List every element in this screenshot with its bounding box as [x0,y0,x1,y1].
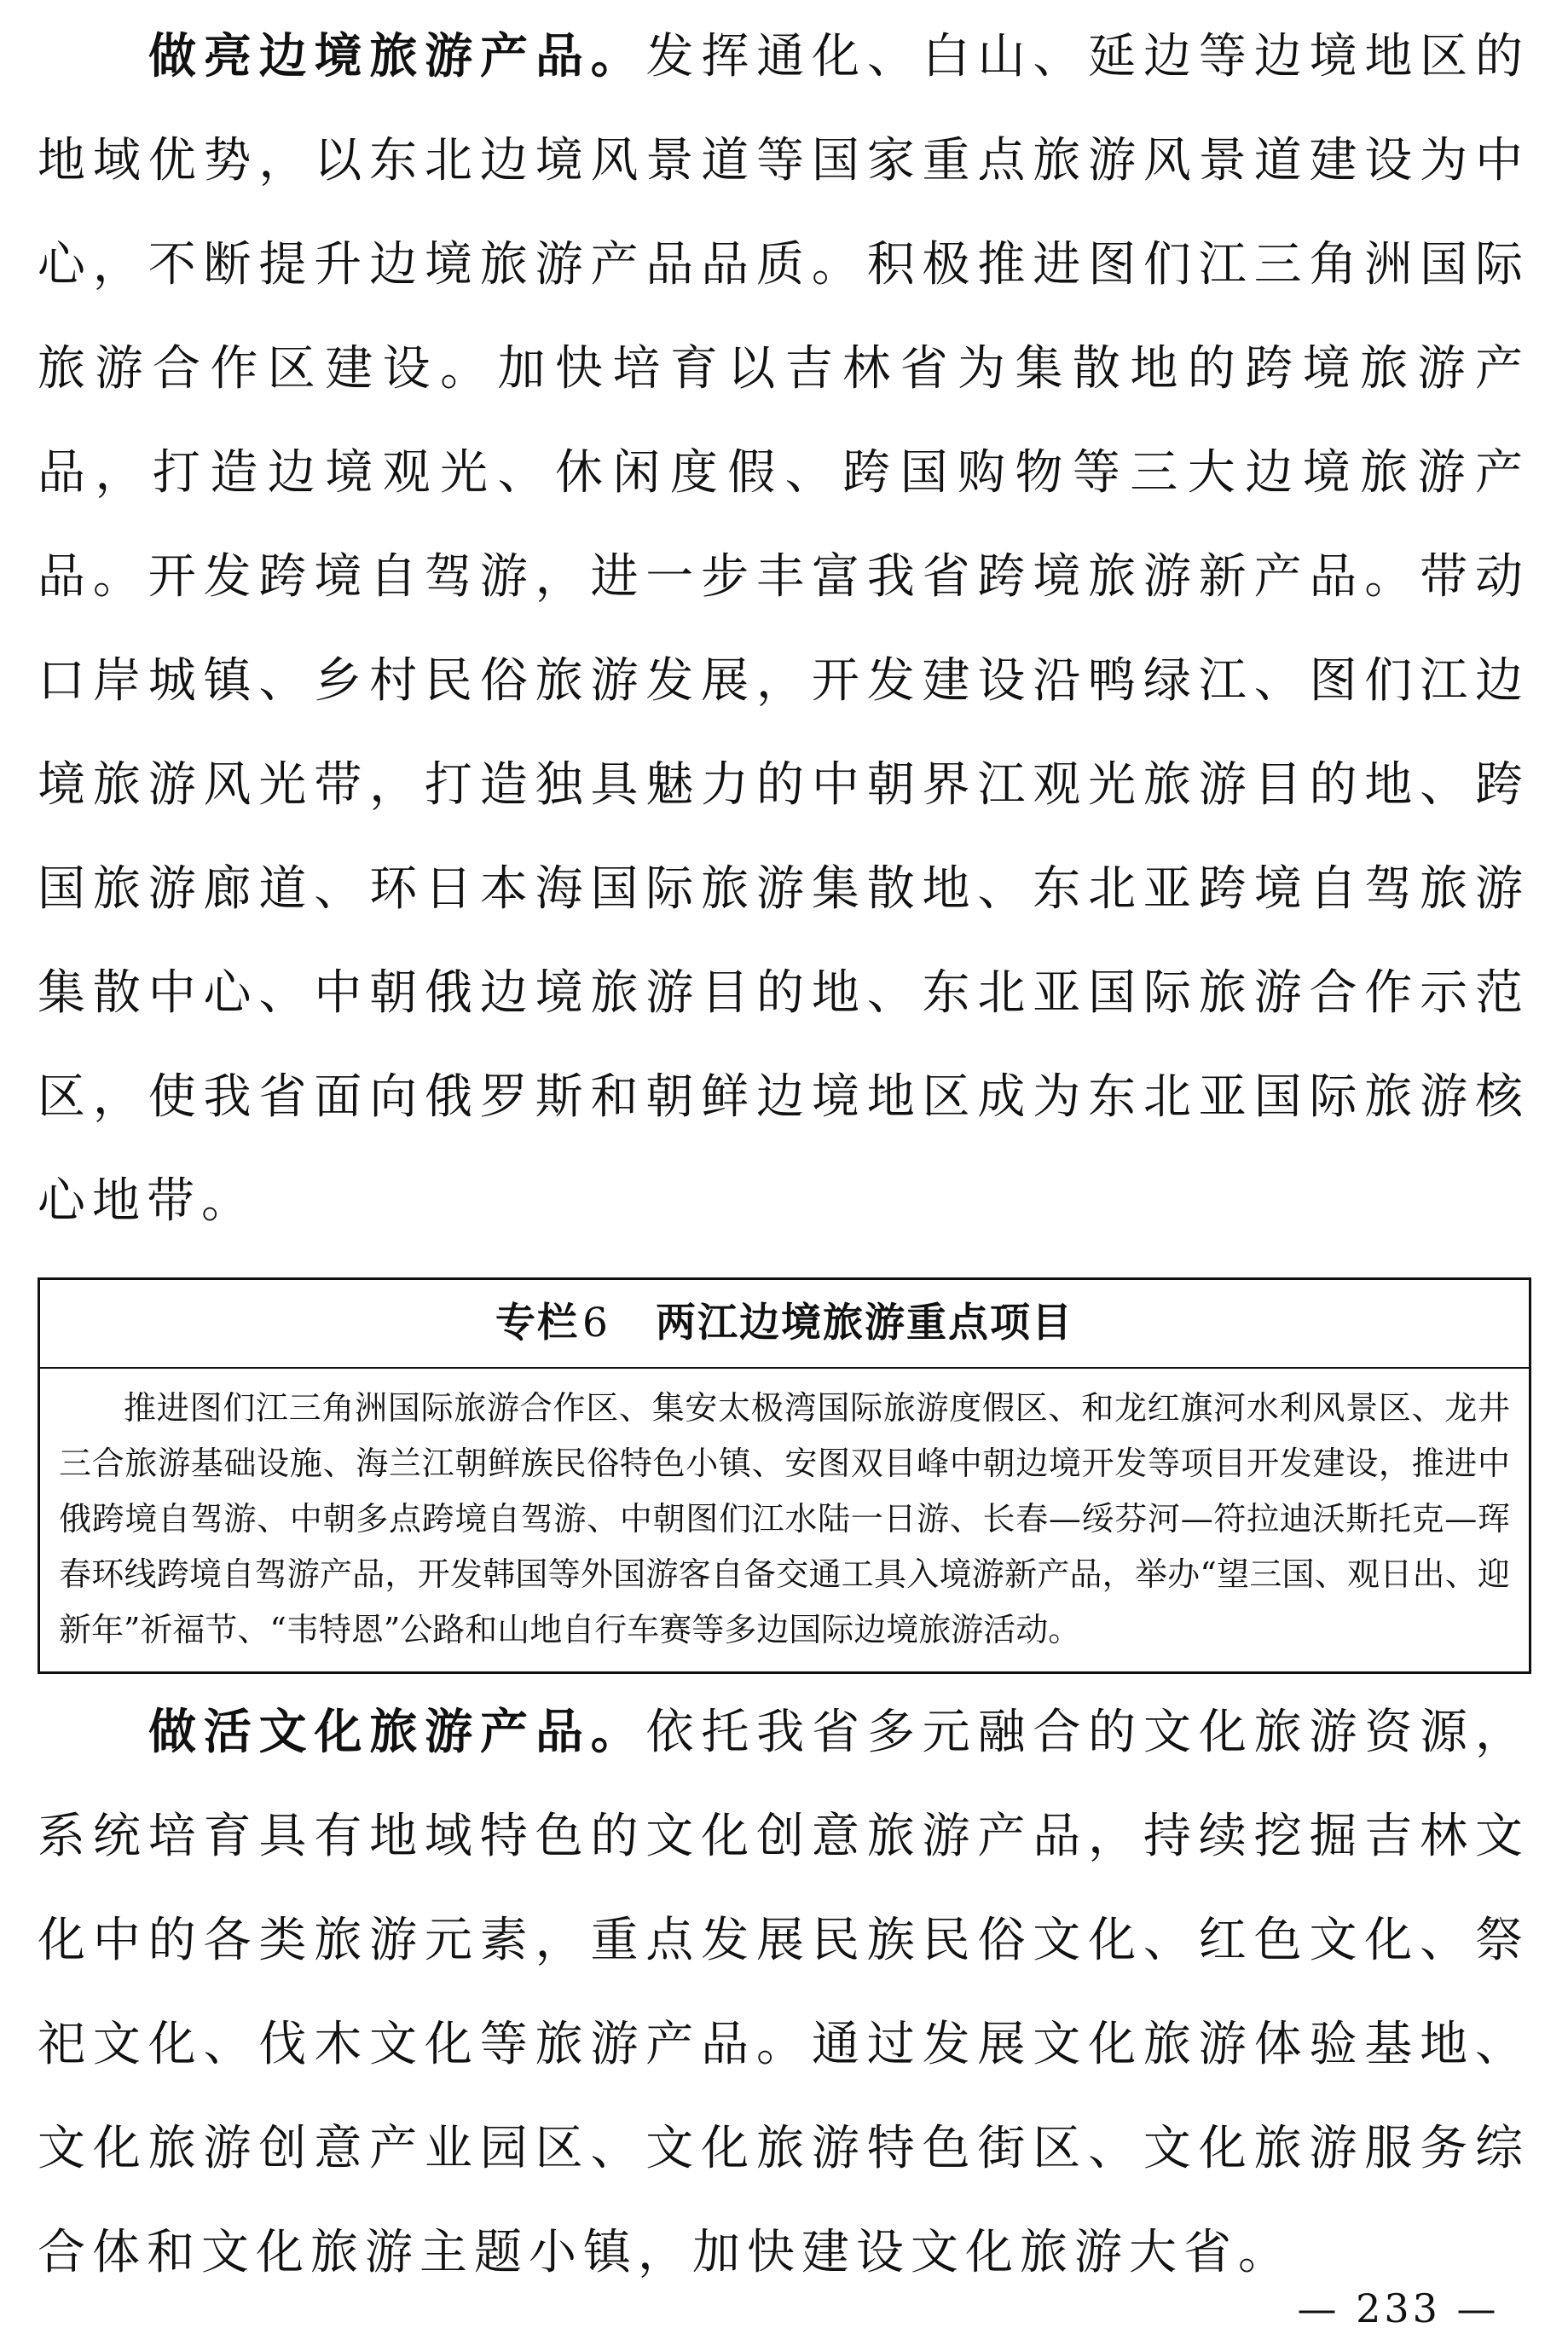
page-number: — 233 — [1297,2285,1500,2331]
document-page [38,0,1530,2305]
column-box-heading: 两江边境旅游重点项目 [655,1300,1073,1347]
paragraph-body-text: 依托我省多元融合的文化旅游资源，系统培育具有地域特色的文化创意旅游产品，持续挖掘吉林文化中的各类旅游元素，重点发展民族民俗文化、红色文化、祭祀文化、伐木文化等旅游产品。通过发展文化旅游体验基地、文化旅游创意产业园区、文化旅游特色街区、文化旅游服务综合体和文化旅游主题小镇，加快建设文化旅游大省。 [38,1705,1530,2280]
paragraph-cultural-tourism [38,1681,1530,2305]
paragraph-lead-heading: 做亮边境旅游产品。 [148,29,646,84]
column-box-label: 专栏 [495,1300,580,1347]
paragraph-body-text: 发挥通化、白山、延边等边境地区的地域优势，以东北边境风景道等国家重点旅游风景道建设为中心，不断提升边境旅游产品品质。积极推进图们江三角洲国际旅游合作区建设。加快培育以吉林省为集散地的跨境旅游产品，打造边境观光、休闲度假、跨国购物等三大边境旅游产品。开发跨境自驾游，进一步丰富我省跨境旅游新产品。带动口岸城镇、乡村民俗旅游发展，开发建设沿鸭绿江、图们江边境旅游风光带，打造独具魅力的中朝界江观光旅游目的地、跨国旅游廊道、环日本海国际旅游集散地、东北亚跨境自驾旅游集散中心、中朝俄边境旅游目的地、东北亚国际旅游合作示范区，使我省面向俄罗斯和朝鲜边境地区成为东北亚国际旅游核心地带。 [38,29,1530,1229]
column-box-title [40,1280,1529,1369]
paragraph-border-tourism [38,0,1530,1254]
column-box-body: 推进图们江三角洲国际旅游合作区、集安太极湾国际旅游度假区、和龙红旗河水利风景区、龙井三合旅游基础设施、海兰江朝鲜族民俗特色小镇、安图双目峰中朝边境开发等项目开发建设，推进中俄跨境自驾游、中朝多点跨境自驾游、中朝图们江水陆一日游、长春—绥芬河—符拉迪沃斯托克—珲春环线跨境自驾游产品，开发韩国等外国游客自备交通工具入境游新产品，举办“望三国、观日出、迎新年”祈福节、“韦特恩”公路和山地自行车赛等多边国际边境旅游活动。 [59,1389,1510,1648]
column-box-number: 6 [582,1300,610,1347]
column-box [38,1277,1531,1674]
paragraph-lead-heading: 做活文化旅游产品。 [148,1705,646,1760]
